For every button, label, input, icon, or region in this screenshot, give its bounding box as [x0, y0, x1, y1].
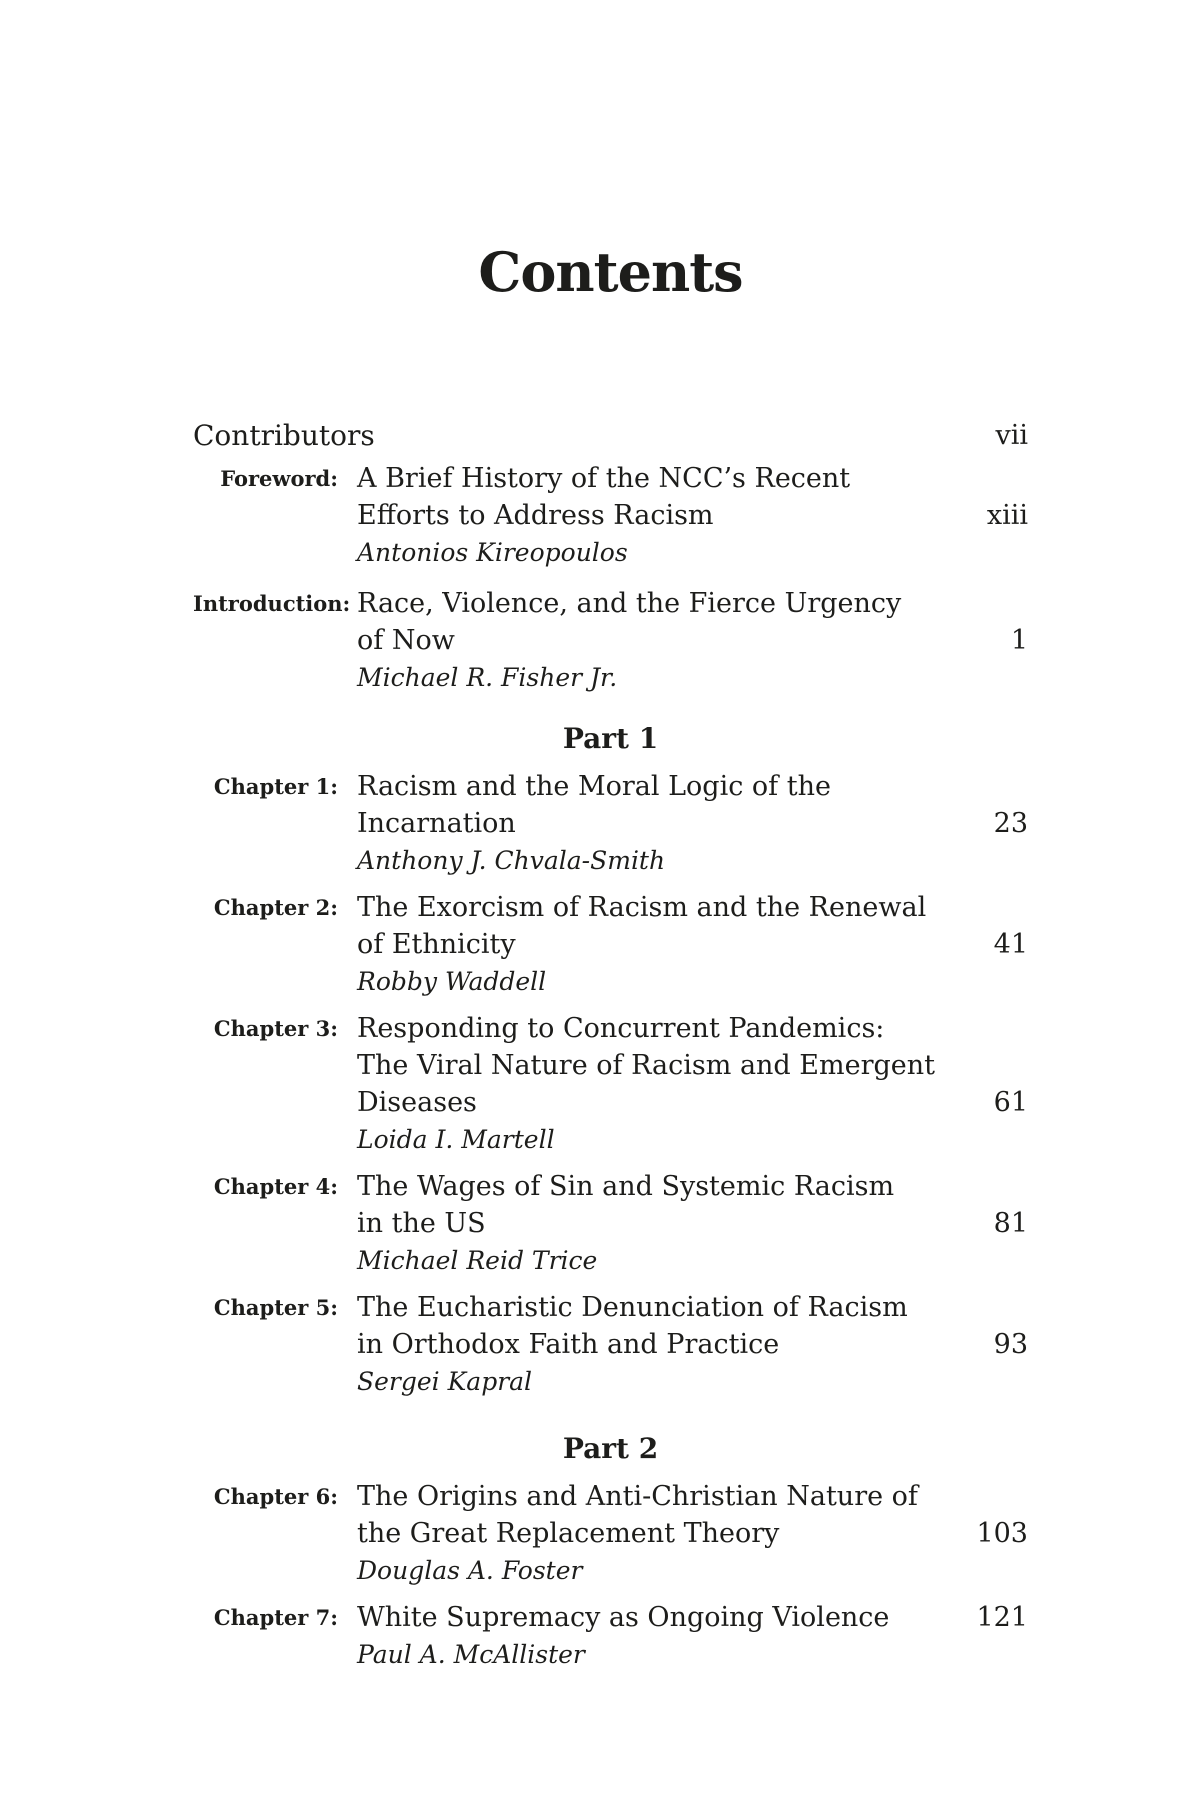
page-title: Contents	[478, 240, 743, 304]
entry-page-number: 41	[993, 929, 1028, 960]
entry-label: Introduction:	[193, 591, 351, 616]
toc-entry-chapter-1	[193, 768, 1028, 879]
part-2-heading: Part 2	[562, 1432, 659, 1465]
entry-page-number: 1	[1010, 625, 1028, 656]
entry-title: Responding to Concurrent Pandemics:	[357, 1013, 885, 1044]
toc-entry-contributors	[193, 417, 1028, 454]
entry-label: Chapter 4:	[213, 1174, 338, 1199]
toc-entry-chapter-6	[193, 1478, 1028, 1589]
toc-entry-foreword	[193, 460, 1028, 571]
entry-author: Antonios Kireopoulos	[357, 538, 628, 567]
entry-author: Loida I. Martell	[357, 1125, 555, 1154]
entry-title: in the US	[357, 1208, 486, 1239]
entry-title: The Wages of Sin and Systemic Racism	[357, 1171, 895, 1202]
entry-title: of Now	[357, 625, 455, 656]
entry-page-number: 121	[976, 1602, 1028, 1633]
entry-author: Douglas A. Foster	[357, 1556, 583, 1585]
entry-label: Chapter 6:	[213, 1484, 338, 1509]
toc-entry-chapter-3	[193, 1010, 1028, 1158]
entry-title: Efforts to Address Racism	[357, 500, 714, 531]
entry-title: of Ethnicity	[357, 929, 516, 960]
entry-label: Chapter 1:	[213, 774, 338, 799]
toc-list	[193, 417, 1028, 1673]
entry-title: The Origins and Anti-Christian Nature of	[357, 1481, 918, 1512]
entry-author: Paul A. McAllister	[357, 1640, 585, 1669]
toc-entry-chapter-4	[193, 1168, 1028, 1279]
entry-label: Chapter 7:	[213, 1605, 338, 1630]
entry-page-number: 93	[993, 1329, 1028, 1360]
entry-page-number: 23	[993, 808, 1028, 839]
entry-title: in Orthodox Faith and Practice	[357, 1329, 780, 1360]
part-1-heading: Part 1	[562, 722, 659, 755]
entry-author: Robby Waddell	[357, 967, 547, 996]
entry-title: Contributors	[193, 419, 375, 452]
entry-page-number: 61	[993, 1087, 1028, 1118]
entry-title: the Great Replacement Theory	[357, 1518, 780, 1549]
entry-title: Incarnation	[357, 808, 516, 839]
entry-label: Chapter 5:	[213, 1295, 338, 1320]
entry-author: Anthony J. Chvala-Smith	[357, 846, 666, 875]
entry-page-number: 103	[976, 1518, 1028, 1549]
entry-page-number: xiii	[986, 500, 1028, 531]
entry-page-number: vii	[995, 420, 1028, 451]
entry-title: The Viral Nature of Racism and Emergent	[357, 1050, 935, 1081]
entry-title: Racism and the Moral Logic of the	[357, 771, 831, 802]
entry-title: Diseases	[357, 1087, 477, 1118]
entry-label: Chapter 2:	[213, 895, 338, 920]
entry-label: Chapter 3:	[213, 1016, 338, 1041]
entry-title: The Exorcism of Racism and the Renewal	[357, 892, 927, 923]
entry-title: The Eucharistic Denunciation of Racism	[357, 1292, 908, 1323]
entry-author: Michael R. Fisher Jr.	[357, 663, 618, 692]
entry-label: Foreword:	[220, 466, 338, 491]
entry-title: A Brief History of the NCC’s Recent	[357, 463, 851, 494]
toc-entry-chapter-7	[193, 1599, 1028, 1673]
entry-page-number: 81	[993, 1208, 1028, 1239]
entry-author: Sergei Kapral	[357, 1367, 533, 1396]
toc-entry-introduction	[193, 585, 1028, 696]
entry-author: Michael Reid Trice	[357, 1246, 598, 1275]
toc-entry-chapter-2	[193, 889, 1028, 1000]
entry-title: Race, Violence, and the Fierce Urgency	[357, 588, 902, 619]
toc-entry-chapter-5	[193, 1289, 1028, 1400]
entry-title: White Supremacy as Ongoing Violence	[357, 1602, 890, 1633]
